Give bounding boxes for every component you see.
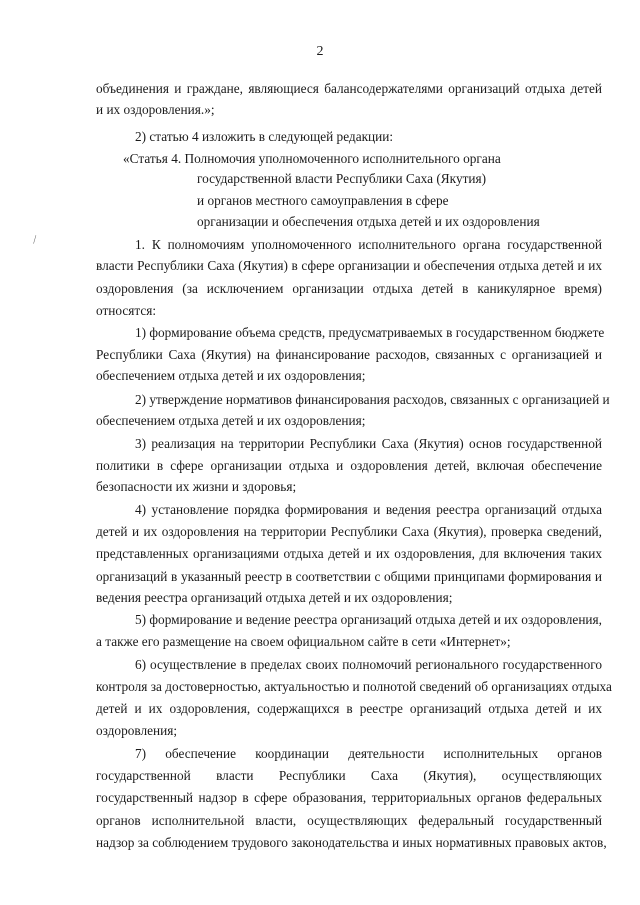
text-line: организаций в указанный реестр в соответствии с общими принципами формирования и	[96, 569, 602, 584]
article-title-line: организации и обеспечения отдыха детей и их оздоровления	[197, 214, 540, 229]
text-line: контроля за достоверностью, актуальностью и полнотой сведений об организациях отдыха	[96, 679, 612, 694]
text-line: безопасности их жизни и здоровья;	[96, 479, 297, 494]
text-line: ведения реестра организаций отдыха детей и их оздоровления;	[96, 590, 453, 605]
text-line: 2) статью 4 изложить в следующей редакции:	[135, 129, 394, 144]
article-title-line: «Статья 4. Полномочия уполномоченного исполнительного органа	[123, 151, 501, 166]
text-line: детей и их оздоровления, содержащихся в реестре организаций отдыха детей и их	[96, 701, 602, 716]
text-line: органов исполнительной власти, осуществляющих федеральный государственный	[96, 813, 602, 828]
text-line: 6) осуществление в пределах своих полномочий регионального государственного	[135, 657, 602, 672]
text-line: объединения и граждане, являющиеся балансодержателями организаций отдыха детей	[96, 81, 602, 96]
text-line: относятся:	[96, 303, 157, 318]
text-line: детей и их оздоровления на территории Республики Саха (Якутия), проверка сведений,	[96, 524, 602, 539]
margin-mark: ⁄	[32, 234, 38, 246]
text-line: власти Республики Саха (Якутия) в сфере организации и обеспечения отдыха детей и их	[96, 258, 602, 273]
text-line: обеспечением отдыха детей и их оздоровления;	[96, 413, 366, 428]
text-line: оздоровления (за исключением организации отдыха детей в каникулярное время)	[96, 281, 602, 296]
text-line: надзор за соблюдением трудового законодательства и иных нормативных правовых актов,	[96, 835, 607, 850]
text-line: 1) формирование объема средств, предусматриваемых в государственном бюджете	[135, 325, 605, 340]
page-number: 2	[316, 44, 324, 59]
text-line: 5) формирование и ведение реестра организаций отдыха детей и их оздоровления,	[135, 612, 602, 627]
text-line: и их оздоровления.»;	[96, 102, 215, 117]
article-title-line: и органов местного самоуправления в сфере	[197, 193, 449, 208]
text-line: государственной власти Республики Саха (Якутия), осуществляющих	[96, 768, 602, 783]
text-line: оздоровления;	[96, 723, 178, 738]
text-line: 1. К полномочиям уполномоченного исполнительного органа государственной	[135, 237, 602, 252]
text-line: 2) утверждение нормативов финансирования расходов, связанных с организацией и	[135, 392, 610, 407]
text-line: Республики Саха (Якутия) на финансирование расходов, связанных с организацией и	[96, 347, 602, 362]
text-line: представленных организациями отдыха детей и их оздоровления, для включения таких	[96, 546, 602, 561]
text-line: а также его размещение на своем официальном сайте в сети «Интернет»;	[96, 634, 511, 649]
text-line: 3) реализация на территории Республики Саха (Якутия) основ государственной	[135, 436, 602, 451]
text-line: 4) установление порядка формирования и ведения реестра организаций отдыха	[135, 502, 602, 517]
text-line: политики в сфере организации отдыха и оздоровления детей, включая обеспечение	[96, 458, 602, 473]
text-line: 7) обеспечение координации деятельности исполнительных органов	[135, 746, 602, 761]
text-line: обеспечением отдыха детей и их оздоровления;	[96, 368, 366, 383]
text-line: государственный надзор в сфере образования, территориальных органов федеральных	[96, 790, 602, 805]
article-title-line: государственной власти Республики Саха (Якутия)	[197, 171, 487, 186]
